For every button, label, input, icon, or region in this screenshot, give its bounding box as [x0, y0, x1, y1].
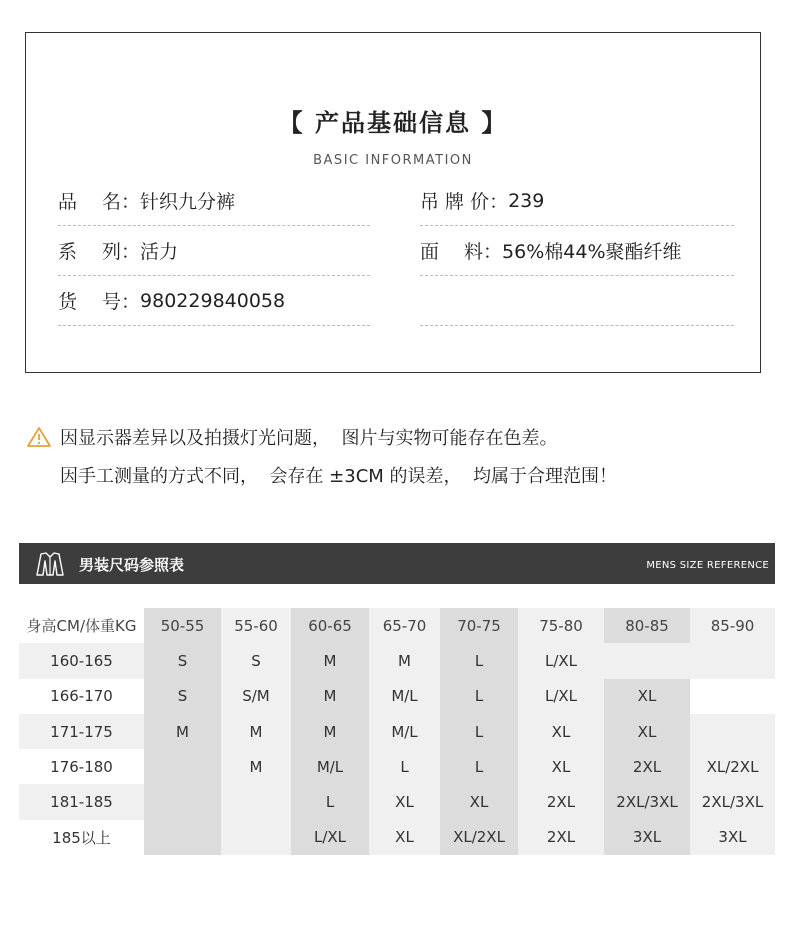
size-cell: L: [440, 643, 518, 678]
notice-text-2: 因手工测量的方式不同， 会存在 ±3CM 的误差， 均属于合理范围！: [60, 466, 617, 487]
size-cell: M: [221, 749, 291, 784]
product-info-panel: [25, 32, 761, 373]
size-cell: 2XL: [518, 820, 604, 855]
size-cell: 2XL/3XL: [690, 784, 775, 819]
notice-section: [26, 418, 766, 494]
weight-range-header: 60-65: [291, 608, 369, 643]
size-cell: M: [144, 714, 221, 749]
size-cell: XL/2XL: [440, 820, 518, 855]
size-cell: [221, 784, 291, 819]
size-cell: [690, 679, 775, 714]
size-table-row: [19, 749, 775, 784]
size-cell: L: [291, 784, 369, 819]
field-label: 系 列：: [58, 241, 141, 263]
size-cell: M: [291, 643, 369, 678]
size-cell: 2XL: [518, 784, 604, 819]
field-value: 56%棉44%聚酯纤维: [502, 241, 682, 263]
size-cell: S/M: [221, 679, 291, 714]
size-cell: 2XL: [604, 749, 690, 784]
weight-range-header: 50-55: [144, 608, 221, 643]
size-cell: [690, 643, 775, 678]
height-range-cell: 181-185: [19, 784, 144, 819]
size-cell: M: [221, 714, 291, 749]
size-cell: XL: [604, 679, 690, 714]
warning-triangle-icon: [26, 426, 52, 448]
corner-label: 身高CM/体重KG: [19, 608, 144, 643]
size-table-row: [19, 643, 775, 678]
size-cell: [690, 714, 775, 749]
size-cell: S: [144, 679, 221, 714]
field-value: 239: [508, 189, 545, 212]
size-cell: S: [221, 643, 291, 678]
height-range-cell: 166-170: [19, 679, 144, 714]
height-range-cell: 171-175: [19, 714, 144, 749]
size-cell: 3XL: [604, 820, 690, 855]
size-cell: L: [369, 749, 440, 784]
size-cell: 3XL: [690, 820, 775, 855]
size-cell: M: [291, 714, 369, 749]
size-table-row: [19, 679, 775, 714]
field-label: 品 名：: [58, 191, 141, 213]
height-range-cell: 160-165: [19, 643, 144, 678]
clothing-logo-icon: [35, 551, 65, 577]
field-value: 活力: [140, 241, 179, 263]
field-series: [58, 226, 370, 276]
notice-line-1: [26, 418, 766, 456]
size-cell: 2XL/3XL: [604, 784, 690, 819]
notice-line-2: [26, 456, 766, 494]
size-table-row: [19, 784, 775, 819]
size-cell: [221, 820, 291, 855]
size-cell: XL: [604, 714, 690, 749]
weight-range-header: 65-70: [369, 608, 440, 643]
size-table-row: [19, 820, 775, 855]
field-item-number: [58, 276, 370, 326]
size-cell: XL: [440, 784, 518, 819]
weight-range-header: 55-60: [221, 608, 291, 643]
size-cell: M/L: [369, 679, 440, 714]
size-cell: [144, 820, 221, 855]
field-value: 980229840058: [140, 289, 286, 312]
size-cell: XL: [369, 784, 440, 819]
size-table-header-row: [19, 608, 775, 643]
field-label: 货 号：: [58, 291, 141, 313]
size-cell: L/XL: [291, 820, 369, 855]
size-cell: M: [291, 679, 369, 714]
weight-range-header: 70-75: [440, 608, 518, 643]
size-cell: L: [440, 749, 518, 784]
size-cell: L/XL: [518, 643, 604, 678]
size-cell: M: [369, 643, 440, 678]
size-cell: L: [440, 714, 518, 749]
size-table-row: [19, 714, 775, 749]
size-cell: L: [440, 679, 518, 714]
product-info-title: 【 产品基础信息 】: [278, 109, 508, 137]
size-cell: [144, 749, 221, 784]
size-cell: [604, 643, 690, 678]
field-label: 面 料：: [420, 241, 503, 263]
size-cell: L/XL: [518, 679, 604, 714]
size-table: [19, 608, 775, 855]
size-cell: XL: [369, 820, 440, 855]
product-info-subtitle: BASIC INFORMATION: [313, 153, 473, 168]
field-product-name: [58, 176, 370, 226]
height-range-cell: 176-180: [19, 749, 144, 784]
field-tag-price: [420, 176, 734, 226]
field-fabric: [420, 226, 734, 276]
field-label: 吊 牌 价：: [420, 191, 509, 213]
field-value: 针织九分裤: [140, 191, 236, 213]
size-cell: S: [144, 643, 221, 678]
size-cell: M/L: [369, 714, 440, 749]
height-range-cell: 185以上: [19, 820, 144, 855]
weight-range-header: 80-85: [604, 608, 690, 643]
size-cell: M/L: [291, 749, 369, 784]
size-chart-title: 男装尺码参照表: [79, 556, 185, 574]
size-chart-header: [19, 543, 775, 584]
notice-text-1: 因显示器差异以及拍摄灯光问题， 图片与实物可能存在色差。: [60, 428, 558, 449]
field-empty: [420, 276, 734, 326]
size-cell: XL/2XL: [690, 749, 775, 784]
size-chart-subtitle: MENS SIZE REFERENCE: [646, 560, 769, 571]
size-cell: XL: [518, 714, 604, 749]
weight-range-header: 85-90: [690, 608, 775, 643]
weight-range-header: 75-80: [518, 608, 604, 643]
size-cell: [144, 784, 221, 819]
size-cell: XL: [518, 749, 604, 784]
